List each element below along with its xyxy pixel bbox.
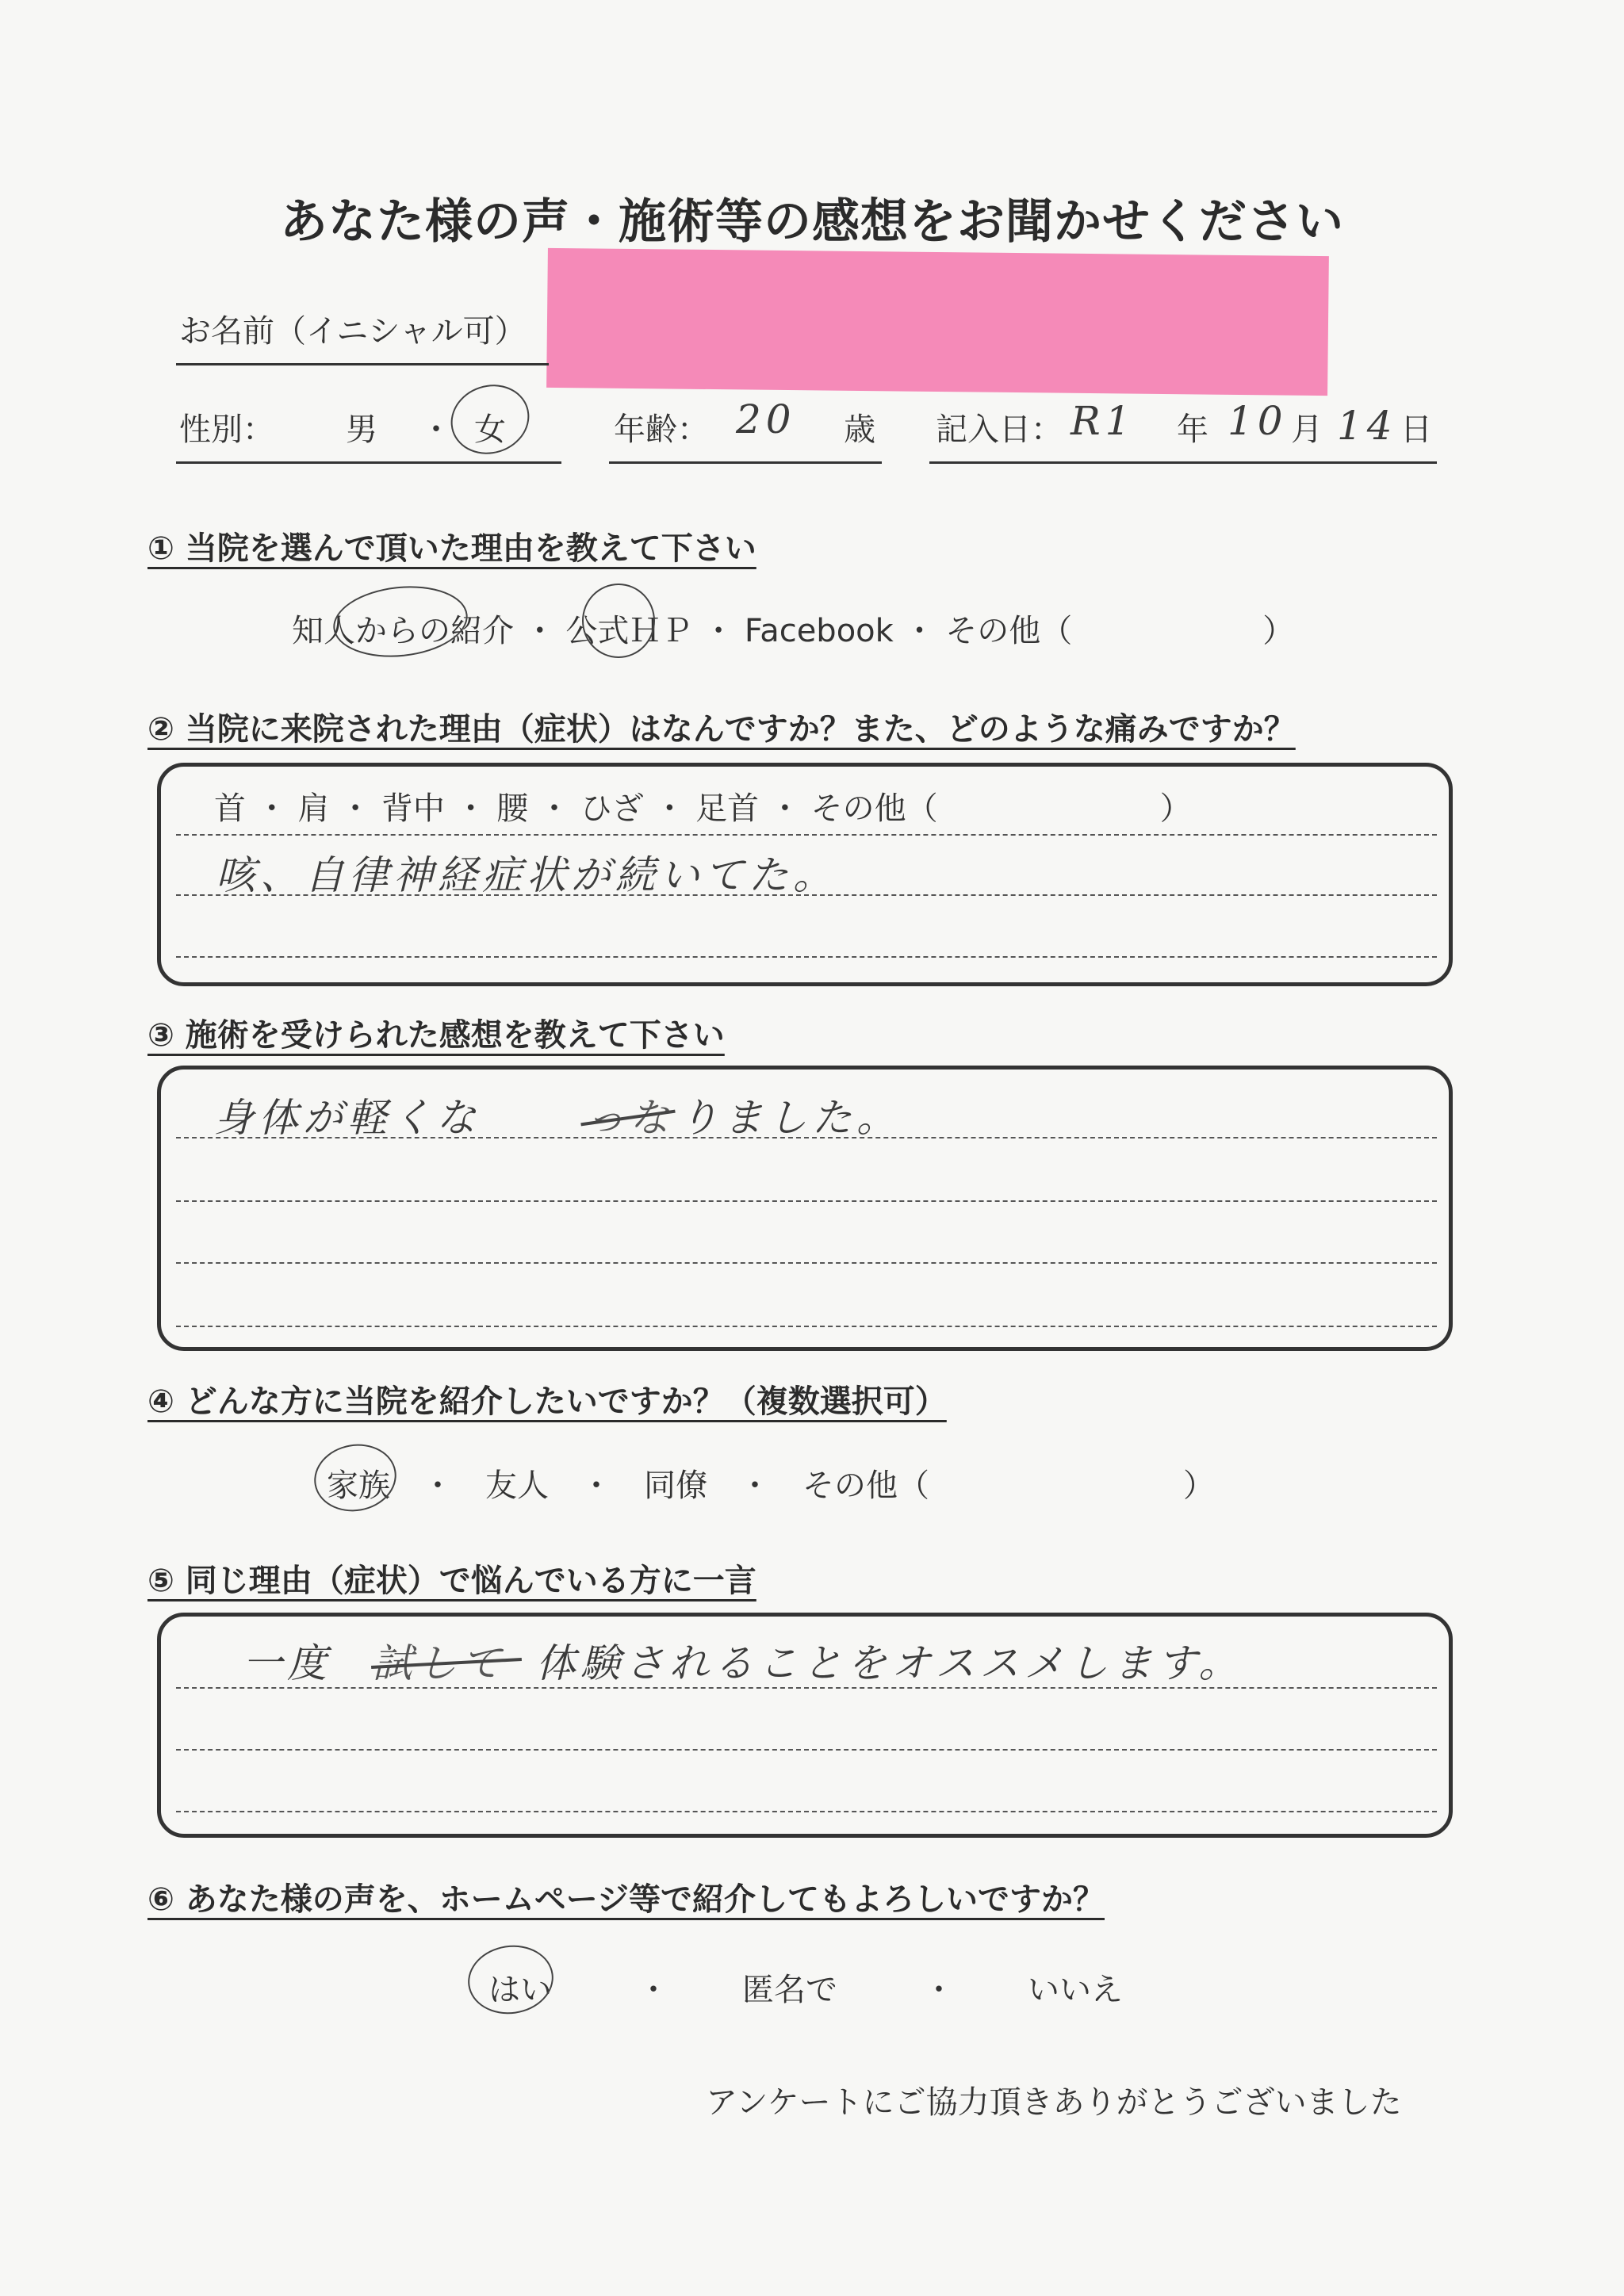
date-label: 記入日：	[936, 411, 1063, 448]
q4-options: 家族 ・ 友人 ・ 同僚 ・ その他（ ）	[327, 1468, 1215, 1504]
gender-separator: ・	[420, 411, 452, 448]
q5-answer-struck: 試して	[373, 1640, 506, 1686]
q2-answer: 咳、自律神経症状が続いてた。	[216, 852, 837, 898]
age-label: 年齢：	[614, 411, 709, 448]
q6-no: いいえ	[1028, 1972, 1123, 2008]
q6-heading: ⑥ あなた様の声を、ホームページ等で紹介してもよろしいですか？	[147, 1881, 1105, 1918]
gender-male: 男	[346, 411, 377, 448]
q1-official-hp-selected-mark	[582, 584, 655, 658]
q2-heading: ② 当院に来院された理由（症状）はなんですか？また、どのような痛みですか？	[147, 711, 1296, 748]
q6-anonymous: 匿名で	[742, 1972, 837, 2008]
q6-yes: はい	[488, 1972, 552, 2008]
date-month-unit: 月	[1291, 411, 1323, 448]
q4-family-selected-mark	[308, 1438, 401, 1518]
name-label: お名前（イニシャル可）	[179, 313, 527, 350]
gender-label: 性別：	[179, 411, 274, 448]
age-value: 20	[736, 396, 796, 442]
date-era: R1	[1071, 398, 1136, 444]
q3-answer-start: 身体が軽くな	[214, 1095, 481, 1141]
name-underline	[176, 363, 549, 365]
form-title: あなた様の声・施術等の感想をお聞かせください	[280, 194, 1344, 250]
gender-female: 女	[474, 411, 506, 448]
q6-separator-2: ・	[923, 1972, 955, 2008]
q3-rule-4	[176, 1326, 1437, 1327]
q4-heading: ④ どんな方に当院を紹介したいですか？（複数選択可）	[147, 1383, 947, 1420]
q5-answer-start: 一度	[243, 1640, 331, 1686]
date-underline	[929, 461, 1437, 464]
q5-rule-2	[176, 1749, 1437, 1751]
q3-heading: ③ 施術を受けられた感想を教えて下さい	[147, 1017, 725, 1054]
thanks-message: アンケートにご協力頂きありがとうございました	[706, 2084, 1402, 2121]
q1-options: 知人からの紹介 ・ 公式ＨＰ ・ Facebook ・ その他（ ）	[292, 613, 1295, 649]
q2-options: 首 ・ 肩 ・ 背中 ・ 腰 ・ ひざ ・ 足首 ・ その他（ ）	[214, 790, 1192, 827]
q1-heading: ① 当院を選んで頂いた理由を教えて下さい	[147, 530, 756, 567]
name-redaction	[546, 248, 1329, 396]
date-day: 14	[1337, 403, 1397, 449]
q2-rule-3	[176, 956, 1437, 958]
date-day-unit: 日	[1400, 411, 1432, 448]
q5-answer-end: 体験されることをオススメします。	[536, 1640, 1243, 1686]
q2-rule-1	[176, 834, 1437, 836]
q3-rule-3	[176, 1262, 1437, 1264]
age-unit: 歳	[844, 411, 875, 448]
gender-underline	[176, 461, 561, 464]
q5-heading: ⑤ 同じ理由（症状）で悩んでいる方に一言	[147, 1563, 756, 1599]
date-year-unit: 年	[1177, 411, 1208, 448]
q5-rule-3	[176, 1811, 1437, 1812]
gender-female-selected-mark	[442, 375, 538, 465]
age-underline	[609, 461, 882, 464]
date-month: 10	[1228, 398, 1288, 444]
q3-answer-struck: っな	[585, 1095, 674, 1141]
q3-answer-end: りました。	[679, 1095, 901, 1141]
q6-separator-1: ・	[638, 1972, 669, 2008]
q3-rule-2	[176, 1200, 1437, 1202]
